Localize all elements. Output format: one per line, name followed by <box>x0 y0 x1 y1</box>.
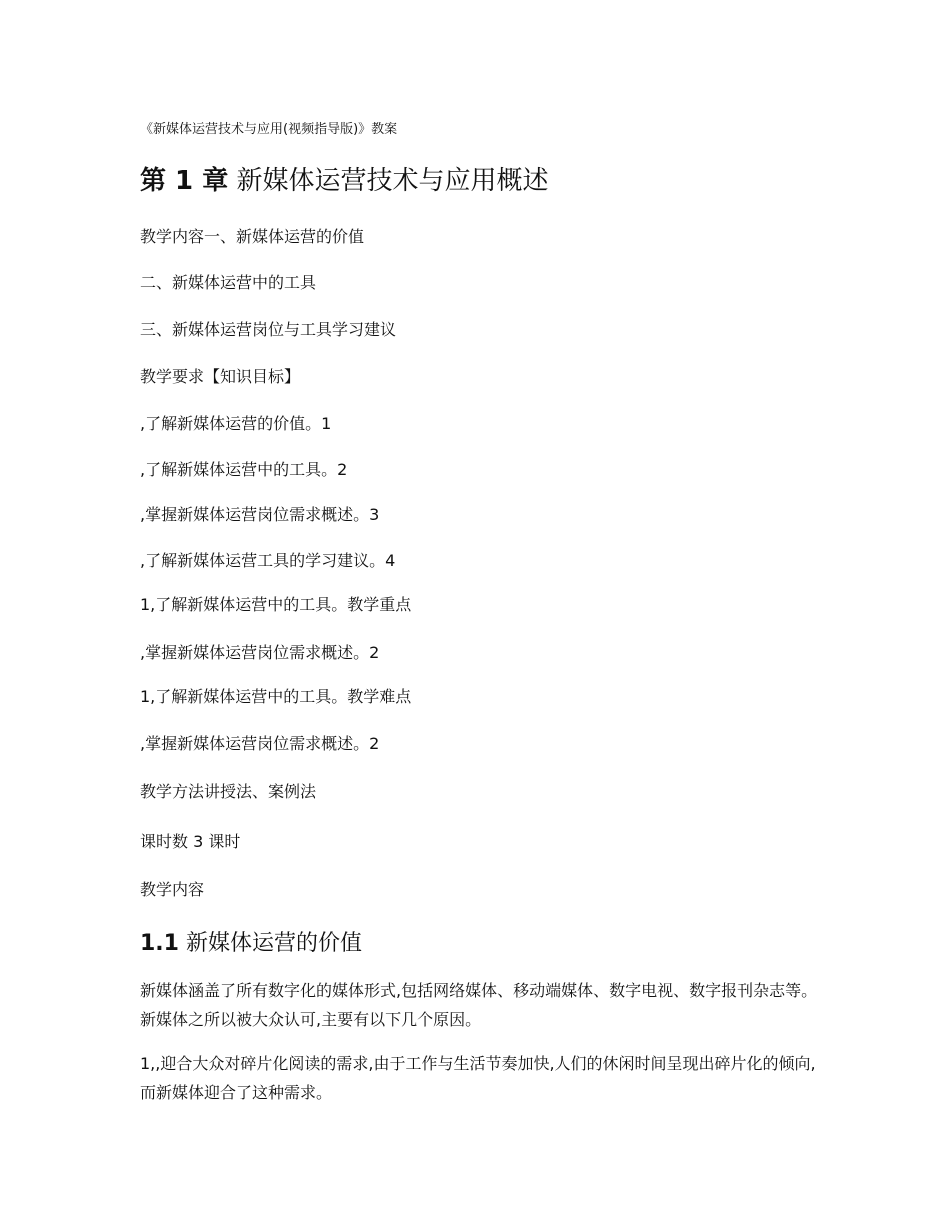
content-item-3: 三、新媒体运营岗位与工具学习建议 <box>140 320 397 339</box>
document-title: 《新媒体运营技术与应用(视频指导版)》教案 <box>140 122 398 137</box>
section-title: 新媒体运营的价值 <box>185 931 362 956</box>
knowledge-goal-3: ,掌握新媒体运营岗位需求概述。3 <box>140 505 380 524</box>
class-hours-line: 课时数 3 课时 <box>140 832 241 851</box>
difficulty-1: 1,了解新媒体运营中的工具。教学难点 <box>140 687 412 706</box>
chapter-heading <box>140 160 548 197</box>
section-number: 1.1 <box>140 931 179 956</box>
chapter-number: 第 1 章 <box>140 166 229 196</box>
teaching-requirements-line: 教学要求【知识目标】 <box>140 367 301 386</box>
teaching-content-heading: 教学内容 <box>140 880 205 899</box>
knowledge-goal-1: ,了解新媒体运营的价值。1 <box>140 414 332 433</box>
paragraph: 1,,迎合大众对碎片化阅读的需求,由于工作与生活节奏加快,人们的休闲时间呈现出碎片化的倾向,而新媒体迎合了这种需求。 <box>140 1054 816 1102</box>
key-point-1: 1,了解新媒体运营中的工具。教学重点 <box>140 595 412 614</box>
content-item-2: 二、新媒体运营中的工具 <box>140 273 317 292</box>
paragraph: 新媒体涵盖了所有数字化的媒体形式,包括网络媒体、移动端媒体、数字电视、数字报刊杂志等。新媒体之所以被大众认可,主要有以下几个原因。 <box>140 981 818 1029</box>
teaching-method-line: 教学方法讲授法、案例法 <box>140 782 317 801</box>
knowledge-goal-2: ,了解新媒体运营中的工具。2 <box>140 460 348 479</box>
chapter-title: 新媒体运营技术与应用概述 <box>236 166 549 196</box>
section-heading <box>140 926 362 957</box>
key-point-2: ,掌握新媒体运营岗位需求概述。2 <box>140 643 380 662</box>
teaching-content-line: 教学内容一、新媒体运营的价值 <box>140 227 365 246</box>
knowledge-goal-4: ,了解新媒体运营工具的学习建议。4 <box>140 551 396 570</box>
difficulty-2: ,掌握新媒体运营岗位需求概述。2 <box>140 734 380 753</box>
